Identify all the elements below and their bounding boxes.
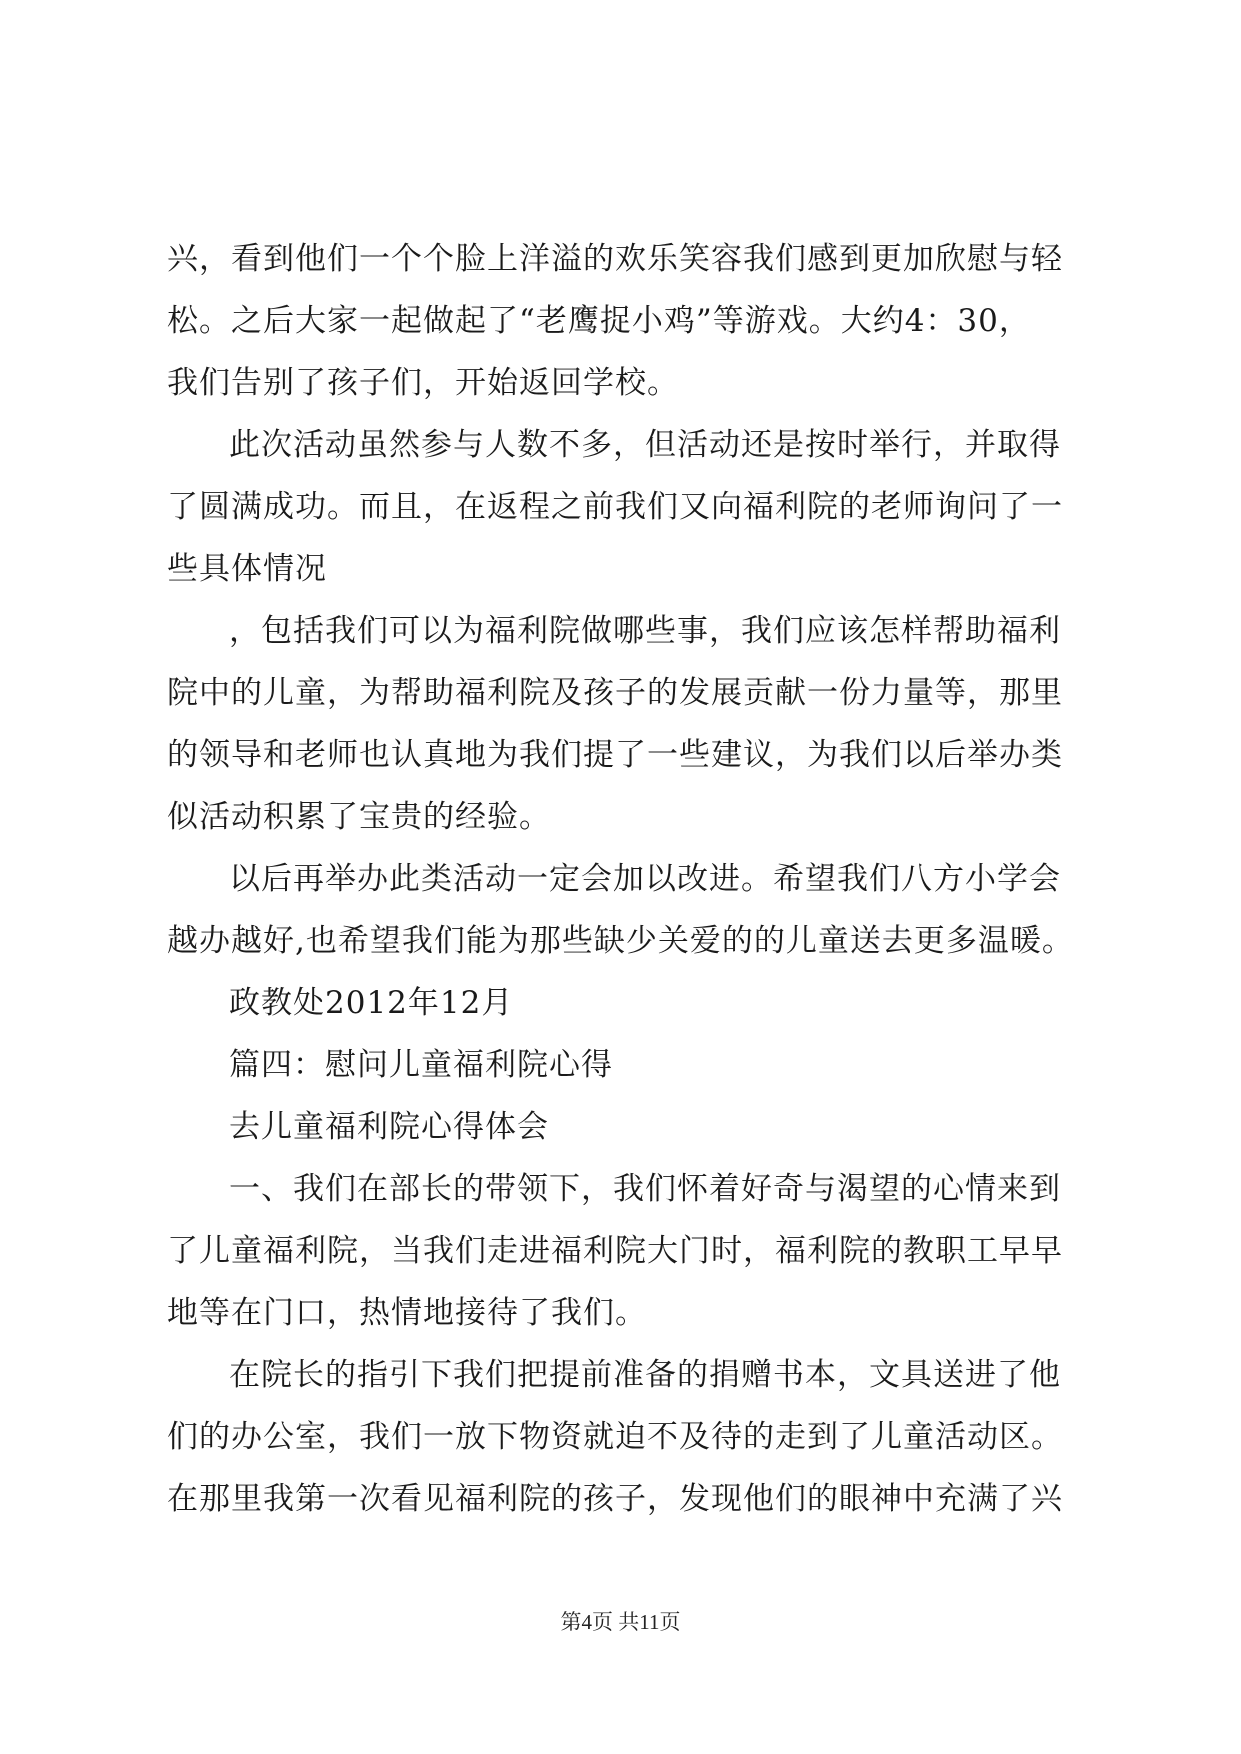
text-line: 的领导和老师也认真地为我们提了一些建议，为我们以后举办类 bbox=[167, 737, 1063, 773]
text-line: 地等在门口，热情地接待了我们。 bbox=[167, 1295, 647, 1331]
text-line: 此次活动虽然参与人数不多，但活动还是按时举行，并取得 bbox=[229, 427, 1061, 463]
section-subheading: 去儿童福利院心得体会 bbox=[229, 1109, 549, 1145]
text-line: 以后再举办此类活动一定会加以改进。希望我们八方小学会 bbox=[229, 861, 1061, 897]
text-line: 越办越好,也希望我们能为那些缺少关爱的的儿童送去更多温暖。 bbox=[167, 923, 1074, 959]
text-line: ，包括我们可以为福利院做哪些事，我们应该怎样帮助福利 bbox=[229, 613, 1061, 649]
text-line: 在那里我第一次看见福利院的孩子，发现他们的眼神中充满了兴 bbox=[167, 1481, 1063, 1517]
text-line: 了儿童福利院，当我们走进福利院大门时，福利院的教职工早早 bbox=[167, 1233, 1063, 1269]
text-line: 我们告别了孩子们，开始返回学校。 bbox=[167, 365, 679, 401]
text-line: 兴，看到他们一个个脸上洋溢的欢乐笑容我们感到更加欣慰与轻 bbox=[167, 241, 1063, 277]
text-line: 院中的儿童，为帮助福利院及孩子的发展贡献一份力量等，那里 bbox=[167, 675, 1063, 711]
text-line: 似活动积累了宝贵的经验。 bbox=[167, 799, 551, 835]
text-line: 些具体情况 bbox=[167, 551, 327, 587]
text-line: 松。之后大家一起做起了“老鹰捉小鸡”等游戏。大约4：30， bbox=[167, 303, 1031, 339]
text-line: 政教处2012年12月 bbox=[229, 985, 514, 1021]
page-number-footer: 第4页 共11页 bbox=[560, 1610, 681, 1634]
text-line: 在院长的指引下我们把提前准备的捐赠书本，文具送进了他 bbox=[229, 1357, 1061, 1393]
text-line: 了圆满成功。而且，在返程之前我们又向福利院的老师询问了一 bbox=[167, 489, 1063, 525]
body-text bbox=[167, 228, 1077, 1530]
section-heading: 篇四：慰问儿童福利院心得 bbox=[229, 1047, 613, 1083]
text-line: 们的办公室，我们一放下物资就迫不及待的走到了儿童活动区。 bbox=[167, 1419, 1063, 1455]
text-line: 一、我们在部长的带领下，我们怀着好奇与渴望的心情来到 bbox=[229, 1171, 1061, 1207]
